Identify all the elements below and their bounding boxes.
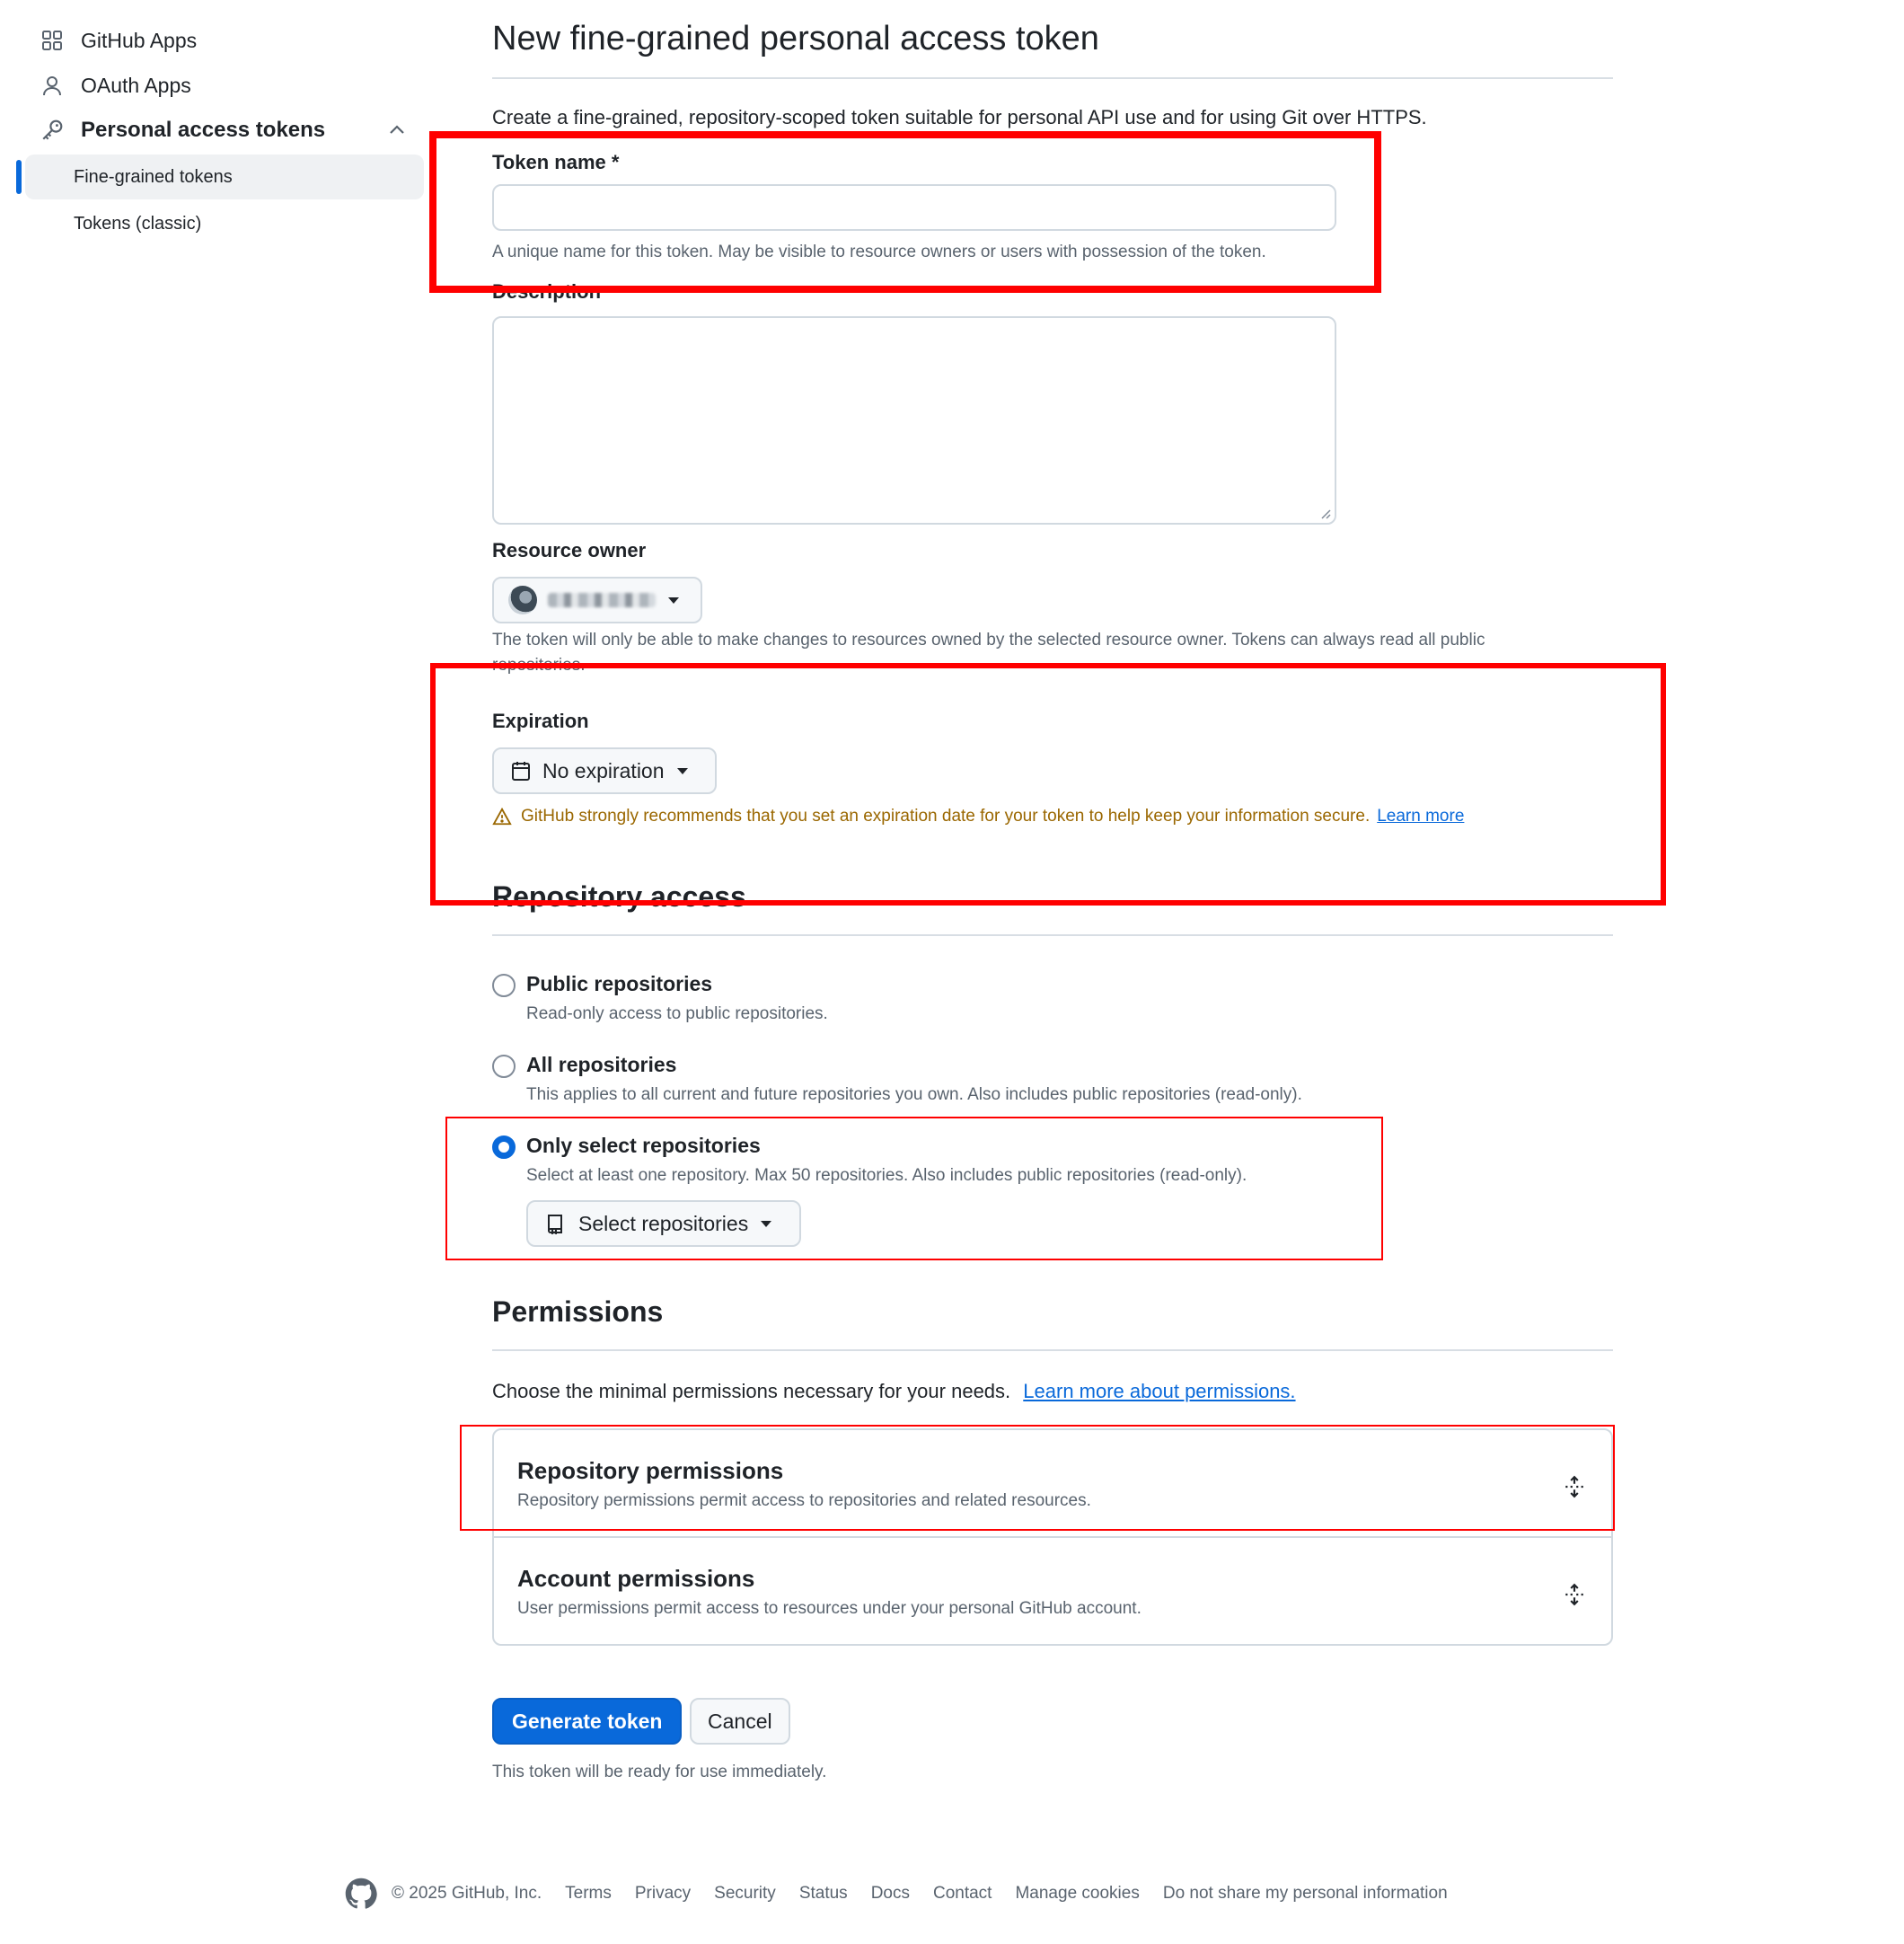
alert-icon	[492, 807, 512, 826]
ready-note: This token will be ready for use immediately.	[492, 1763, 827, 1781]
sidebar-item-personal-access-tokens[interactable]	[25, 108, 424, 153]
unfold-icon[interactable]	[1563, 1475, 1586, 1498]
permissions-list	[492, 1428, 1613, 1646]
sidebar-item-label: OAuth Apps	[81, 73, 191, 97]
page-title: New fine-grained personal access token	[492, 20, 1099, 57]
radio-label: All repositories	[526, 1053, 677, 1076]
footer-link-do-not-share[interactable]: Do not share my personal information	[1162, 1884, 1448, 1903]
sidebar-item-label: Personal access tokens	[81, 118, 326, 142]
cancel-button[interactable]: Cancel	[690, 1698, 790, 1745]
footer-copyright: © 2025 GitHub, Inc.	[392, 1884, 542, 1903]
resource-owner-hint: The token will only be able to make changes to resources owned by the selected resource owner. Tokens can always read all public	[492, 631, 1485, 649]
sidebar-subitem-label: Fine-grained tokens	[74, 166, 233, 187]
caret-down-icon	[761, 1221, 771, 1227]
footer-link-status[interactable]: Status	[798, 1884, 848, 1903]
radio-button[interactable]	[492, 1055, 516, 1078]
permissions-intro	[492, 1380, 1296, 1403]
account-permissions-item[interactable]	[517, 1542, 1586, 1640]
sidebar-subitem-fine-grained-tokens[interactable]	[25, 155, 424, 199]
footer	[345, 1878, 1448, 1910]
resource-owner-dropdown[interactable]	[492, 577, 702, 623]
expiration-warning-text: GitHub strongly recommends that you set an expiration date for your token to help keep your information secure.	[521, 807, 1371, 826]
sidebar-item-label: GitHub Apps	[81, 28, 198, 52]
caret-down-icon	[668, 597, 679, 604]
radio-label: Only select repositories	[526, 1134, 761, 1157]
person-icon	[40, 73, 65, 98]
radio-label: Public repositories	[526, 972, 713, 995]
permissions-divider	[492, 1349, 1613, 1351]
resource-owner-label: Resource owner	[492, 539, 647, 561]
radio-button[interactable]	[492, 974, 516, 997]
footer-link-docs[interactable]: Docs	[870, 1884, 910, 1903]
repository-permissions-item[interactable]	[517, 1434, 1586, 1533]
token-name-input[interactable]	[492, 184, 1336, 231]
github-logo-icon[interactable]	[345, 1878, 377, 1910]
calendar-icon	[510, 760, 532, 782]
chevron-up-icon[interactable]	[386, 119, 408, 141]
key-icon	[40, 118, 65, 143]
expiration-label: Expiration	[492, 710, 589, 732]
generate-token-button[interactable]: Generate token	[492, 1698, 682, 1745]
description-label: Description	[492, 280, 602, 303]
learn-more-permissions-link[interactable]: Learn more about permissions.	[1023, 1380, 1296, 1402]
expiration-warning	[492, 807, 1464, 826]
permission-divider	[494, 1536, 1611, 1538]
permission-group-title: Repository permissions	[517, 1457, 784, 1484]
apps-icon	[40, 28, 65, 53]
footer-link-terms[interactable]: Terms	[565, 1884, 612, 1903]
expiration-selected: No expiration	[542, 758, 665, 782]
permission-group-title: Account permissions	[517, 1565, 755, 1592]
sidebar-item-github-apps[interactable]	[25, 18, 424, 63]
permission-group-desc: User permissions permit access to resources under your personal GitHub account.	[517, 1599, 1142, 1618]
resource-owner-hint-overflow: repositories.	[492, 656, 586, 675]
title-divider	[492, 77, 1613, 79]
select-repositories-label: Select repositories	[578, 1211, 749, 1235]
permissions-intro-text: Choose the minimal permissions necessary for your needs.	[492, 1380, 1011, 1402]
footer-link-contact[interactable]: Contact	[932, 1884, 992, 1903]
radio-description: Read-only access to public repositories.	[526, 1004, 828, 1023]
page-intro: Create a fine-grained, repository-scoped token suitable for personal API use and for using Git over HTTPS.	[492, 106, 1427, 128]
footer-link-manage-cookies[interactable]: Manage cookies	[1015, 1884, 1140, 1903]
owner-name-redacted	[548, 593, 656, 607]
sidebar-subitem-tokens-classic[interactable]	[25, 201, 424, 246]
repo-icon	[544, 1213, 566, 1234]
footer-link-privacy[interactable]: Privacy	[634, 1884, 692, 1903]
learn-more-link[interactable]: Learn more	[1377, 807, 1465, 826]
permissions-title: Permissions	[492, 1295, 664, 1328]
permission-group-desc: Repository permissions permit access to repositories and related resources.	[517, 1491, 1091, 1510]
caret-down-icon	[677, 768, 688, 774]
radio-description: Select at least one repository. Max 50 repositories. Also includes public repositories (read-only).	[526, 1166, 1247, 1185]
sidebar-item-oauth-apps[interactable]	[25, 63, 424, 108]
token-name-label: Token name *	[492, 151, 620, 173]
sidebar-subitem-label: Tokens (classic)	[74, 213, 202, 234]
resize-grip-icon[interactable]	[1318, 507, 1331, 519]
select-repositories-dropdown[interactable]	[526, 1200, 801, 1247]
repository-access-divider	[492, 934, 1613, 936]
footer-link-security[interactable]: Security	[714, 1884, 776, 1903]
expiration-dropdown[interactable]	[492, 747, 717, 794]
repository-access-title: Repository access	[492, 880, 746, 913]
description-textarea[interactable]	[492, 316, 1336, 525]
unfold-icon[interactable]	[1563, 1583, 1586, 1606]
radio-button-checked[interactable]	[492, 1135, 516, 1159]
settings-sidebar	[25, 18, 424, 246]
token-name-hint: A unique name for this token. May be visible to resource owners or users with possession of the token.	[492, 243, 1266, 261]
radio-description: This applies to all current and future repositories you own. Also includes public repositories (read-only).	[526, 1085, 1302, 1104]
avatar	[508, 586, 537, 614]
